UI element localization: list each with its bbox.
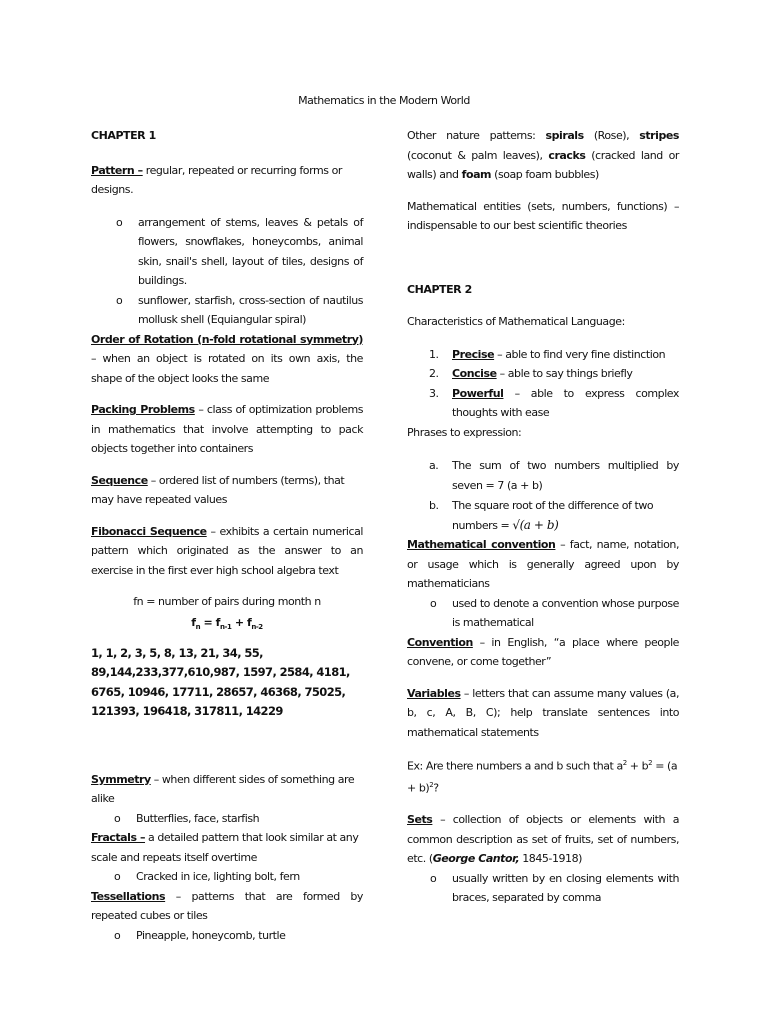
bullet-marker: o: [114, 928, 121, 942]
exponent: 2: [648, 759, 653, 767]
variables-term: Variables: [407, 686, 461, 700]
list-item-text: Pineapple, honeycomb, turtle: [136, 928, 286, 942]
list-number: 1.: [429, 347, 439, 361]
spirals-example: (Rose),: [583, 129, 640, 142]
nature-patterns: [407, 126, 679, 185]
math-convention-definition: [407, 535, 679, 594]
sets-definition: [407, 810, 679, 869]
page-title: Mathematics in the Modern World: [298, 94, 470, 107]
example-part: + b: [626, 759, 649, 773]
exponent: 2: [429, 781, 434, 790]
foam-term: foam: [461, 168, 492, 181]
example-part: ?: [433, 781, 439, 795]
formula-sub: n-1: [220, 622, 232, 631]
variables-def: – letters that can assume many values (a, b, c, A, B, C); help translate sentences into mathematical statements: [407, 686, 679, 739]
convention2-def: – in English, “a place where people convene, or come together”: [407, 635, 679, 668]
chapter-1-heading: CHAPTER 1: [91, 129, 156, 142]
pattern-definition: [91, 161, 363, 200]
bullet-marker: o: [114, 870, 121, 884]
convention-term: Mathematical convention: [407, 538, 556, 551]
left-column: [91, 126, 363, 945]
bullet-marker: o: [114, 811, 121, 825]
sets-years: 1845-1918): [519, 852, 582, 866]
fractals-definition: [91, 828, 363, 867]
trait-def: – able to find very fine distinction: [494, 347, 666, 361]
list-item: [91, 213, 363, 291]
list-item-text: arrangement of stems, leaves & petals of flowers, snowflakes, honeycombs, animal skin, snail's shell, layout of tiles, designs of buildings.: [138, 215, 363, 287]
list-item: [91, 867, 363, 887]
rotation-definition: [91, 330, 363, 389]
packing-term: Packing Problems: [91, 403, 195, 416]
list-letter: a.: [429, 459, 439, 472]
fractals-term: Fractals –: [91, 831, 146, 845]
sets-term: Sets: [407, 813, 433, 827]
list-number: 3.: [429, 386, 439, 400]
sequence-term: Sequence: [91, 473, 148, 487]
list-item: [407, 345, 679, 365]
characteristics-heading: Characteristics of Mathematical Language:: [407, 315, 625, 328]
tessellations-examples: [91, 926, 363, 946]
bullet-marker: o: [116, 215, 123, 229]
formula-part: + f: [231, 615, 252, 629]
tessellations-term: Tessellations: [91, 889, 166, 903]
variables-definition: [407, 684, 679, 743]
convention-def: – fact, name, notation, or usage which is generally agreed upon by mathematicians: [407, 538, 679, 590]
list-item-text: usually written by en closing elements with braces, separated by comma: [452, 871, 679, 905]
convention2-term: Convention: [407, 635, 473, 649]
sequence-def: – ordered list of numbers (terms), that may have repeated values: [91, 473, 345, 506]
symmetry-def: – when different sides of something are alike: [91, 772, 355, 806]
pattern-def: regular, repeated or recurring forms or designs.: [91, 163, 342, 196]
phrases-heading: Phrases to expression:: [407, 425, 522, 439]
square-root-expression: √(a + b): [512, 517, 559, 532]
characteristics-list: [407, 345, 679, 423]
chapter-2-heading: CHAPTER 2: [407, 282, 472, 296]
formula-part: f: [191, 615, 196, 629]
symmetry-definition: [91, 770, 363, 809]
convention-examples: [407, 594, 679, 633]
example-part: = (a + b): [407, 759, 678, 795]
stripes-term: stripes: [639, 129, 679, 142]
sets-examples: [407, 869, 679, 908]
list-item-text: used to denote a convention whose purpose is mathematical: [452, 596, 679, 629]
pattern-examples-list: [91, 213, 363, 330]
convention-english-definition: [407, 633, 679, 672]
formula-sub: n: [195, 622, 201, 631]
trait-term: Precise: [452, 347, 495, 361]
list-letter: b.: [429, 499, 439, 512]
pattern-term: Pattern –: [91, 163, 143, 177]
example-question: [407, 754, 679, 798]
symmetry-examples: [91, 809, 363, 829]
rotation-term: Order of Rotation (n-fold rotational symmetry): [91, 332, 363, 346]
list-item: [407, 456, 679, 495]
list-item: [407, 594, 679, 633]
tessellations-definition: [91, 887, 363, 926]
list-item: [407, 364, 679, 384]
fibonacci-term: Fibonacci Sequence: [91, 524, 207, 538]
list-item-text: Cracked in ice, lighting bolt, fern: [136, 870, 300, 884]
right-column: [407, 126, 679, 908]
fibonacci-numbers: 1, 1, 2, 3, 5, 8, 13, 21, 34, 55, 89,144,233,377,610,987, 1597, 2584, 4181, 6765, 10946, 17711, 28657, 46368, 75025, 121393, 196418, 317811, 14229: [91, 645, 350, 719]
cracks-example: (cracked land or walls) and: [407, 148, 679, 181]
mathematical-entities: Mathematical entities (sets, numbers, functions) – indispensable to our best scientific theories: [407, 199, 679, 232]
bullet-marker: o: [430, 871, 437, 885]
phrase-text: The sum of two numbers multiplied by seven = 7 (a + b): [452, 459, 679, 492]
list-number: 2.: [429, 367, 439, 380]
fn-description: fn = number of pairs during month n: [133, 595, 321, 608]
phrase-text: The square root of the difference of two numbers =: [452, 499, 654, 532]
trait-term: Powerful: [452, 386, 504, 400]
formula-part: = f: [200, 615, 221, 629]
fibonacci-definition: [91, 522, 363, 581]
foam-example: (soap foam bubbles): [491, 168, 599, 181]
list-item: [91, 291, 363, 330]
list-item-text: sunflower, starfish, cross-section of nautilus mollusk shell (Equiangular spiral): [138, 293, 363, 326]
cracks-term: cracks: [548, 148, 586, 162]
nature-intro: Other nature patterns:: [407, 129, 546, 142]
list-item: [91, 809, 363, 829]
phrases-list: [407, 456, 679, 535]
stripes-example: (coconut & palm leaves),: [407, 148, 549, 162]
list-item: [407, 496, 679, 535]
example-part: Ex: Are there numbers a and b such that a: [407, 759, 623, 773]
trait-term: Concise: [452, 367, 497, 380]
list-item: [91, 926, 363, 946]
fractals-examples: [91, 867, 363, 887]
trait-def: – able to say things briefly: [496, 367, 633, 380]
spirals-term: spirals: [545, 129, 584, 142]
sequence-definition: [91, 471, 363, 510]
formula-sub: n-2: [251, 622, 263, 631]
tessellations-def: – patterns that are formed by repeated cubes or tiles: [91, 889, 363, 923]
list-item: [407, 869, 679, 908]
packing-definition: [91, 400, 363, 459]
rotation-def: – when an object is rotated on its own axis, the shape of the object looks the same: [91, 352, 363, 385]
fractals-def: a detailed pattern that look similar at any scale and repeats itself overtime: [91, 831, 359, 864]
sets-person: George Cantor,: [432, 852, 520, 866]
symmetry-term: Symmetry: [91, 772, 151, 786]
exponent: 2: [622, 759, 627, 767]
packing-def: – class of optimization problems in mathematics that involve attempting to pack objects together into containers: [91, 403, 363, 455]
bullet-marker: o: [116, 293, 123, 307]
sets-def: – collection of objects or elements with a common description as set of fruits, set of numbers, etc. (: [407, 813, 679, 866]
bullet-marker: o: [430, 596, 437, 610]
fibonacci-def: – exhibits a certain numerical pattern which originated as the answer to an exercise in the first ever high school algebra text: [91, 524, 363, 577]
trait-def: – able to express complex thoughts with ease: [452, 386, 679, 419]
fibonacci-formula: [91, 612, 363, 638]
list-item: [407, 384, 679, 423]
list-item-text: Butterflies, face, starfish: [136, 811, 260, 825]
